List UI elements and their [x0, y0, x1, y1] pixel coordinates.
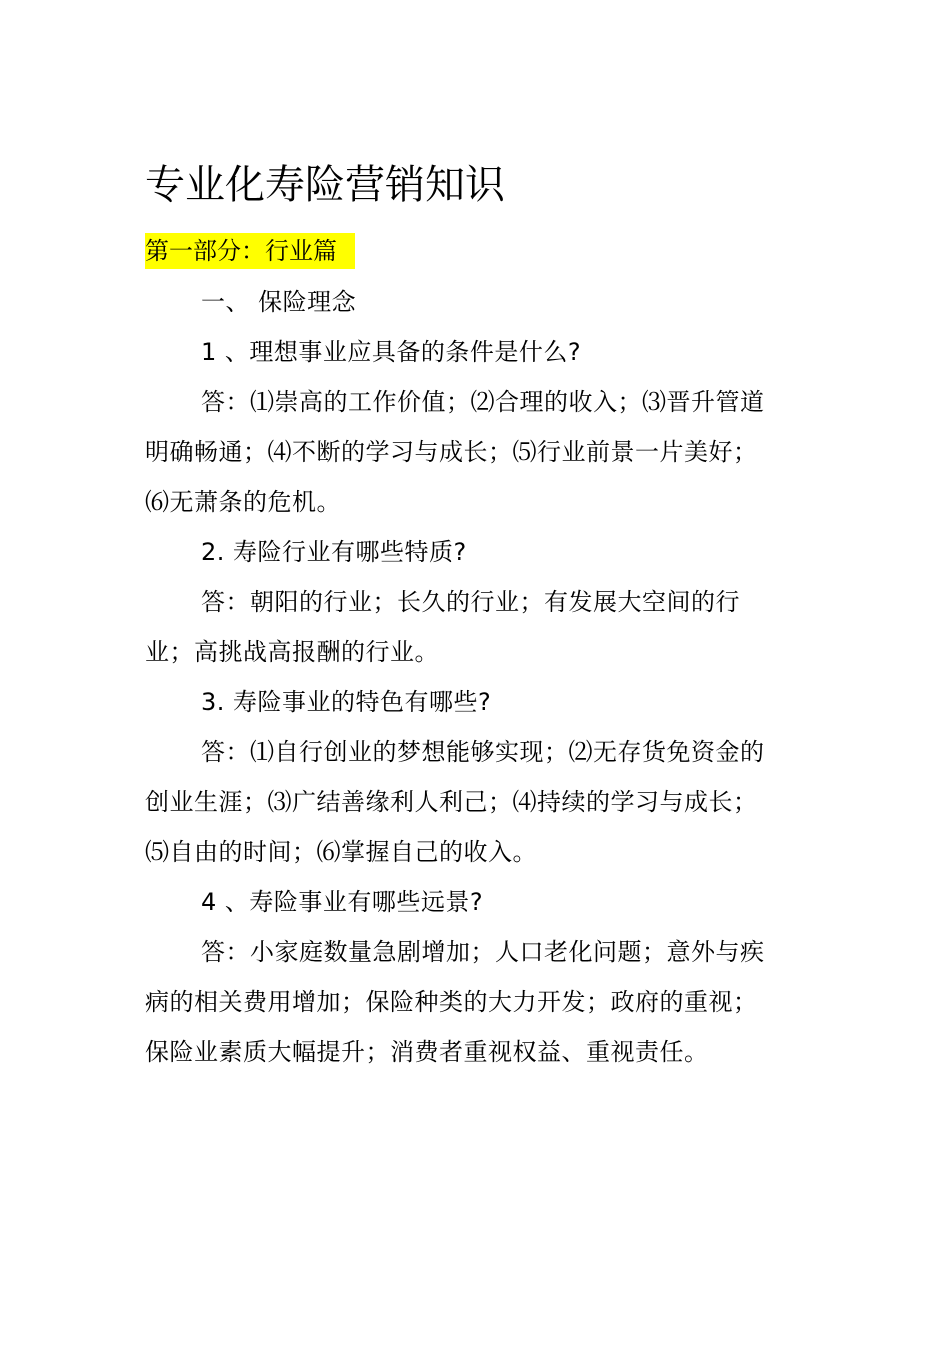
answer-4: 答：小家庭数量急剧增加；人口老化问题；意外与疾病的相关费用增加；保险种类的大力开发；政府的重视；保险业素质大幅提升；消费者重视权益、重视责任。 — [145, 938, 765, 1066]
question-2: 2. 寿险行业有哪些特质? — [201, 538, 467, 566]
answer-1: 答：⑴崇高的工作价值；⑵合理的收入；⑶晋升管道明确畅通；⑷不断的学习与成长；⑸行业前景一片美好；⑹无萧条的危机。 — [145, 388, 765, 516]
document-body — [145, 277, 765, 1077]
question-4: 4 、寿险事业有哪些远景? — [201, 888, 484, 916]
question-1: 1 、理想事业应具备的条件是什么? — [201, 338, 582, 366]
answer-3: 答：⑴自行创业的梦想能够实现；⑵无存货免资金的创业生涯；⑶广结善缘利人利己；⑷持续的学习与成长；⑸自由的时间；⑹掌握自己的收入。 — [145, 738, 765, 866]
answer-2: 答：朝阳的行业；长久的行业；有发展大空间的行业；高挑战高报酬的行业。 — [145, 588, 740, 666]
question-3: 3. 寿险事业的特色有哪些? — [201, 688, 492, 716]
part-heading-highlighted: 第一部分：行业篇 — [145, 233, 355, 269]
document-title: 专业化寿险营销知识 — [145, 162, 505, 208]
section-heading: 一、 保险理念 — [201, 288, 357, 316]
